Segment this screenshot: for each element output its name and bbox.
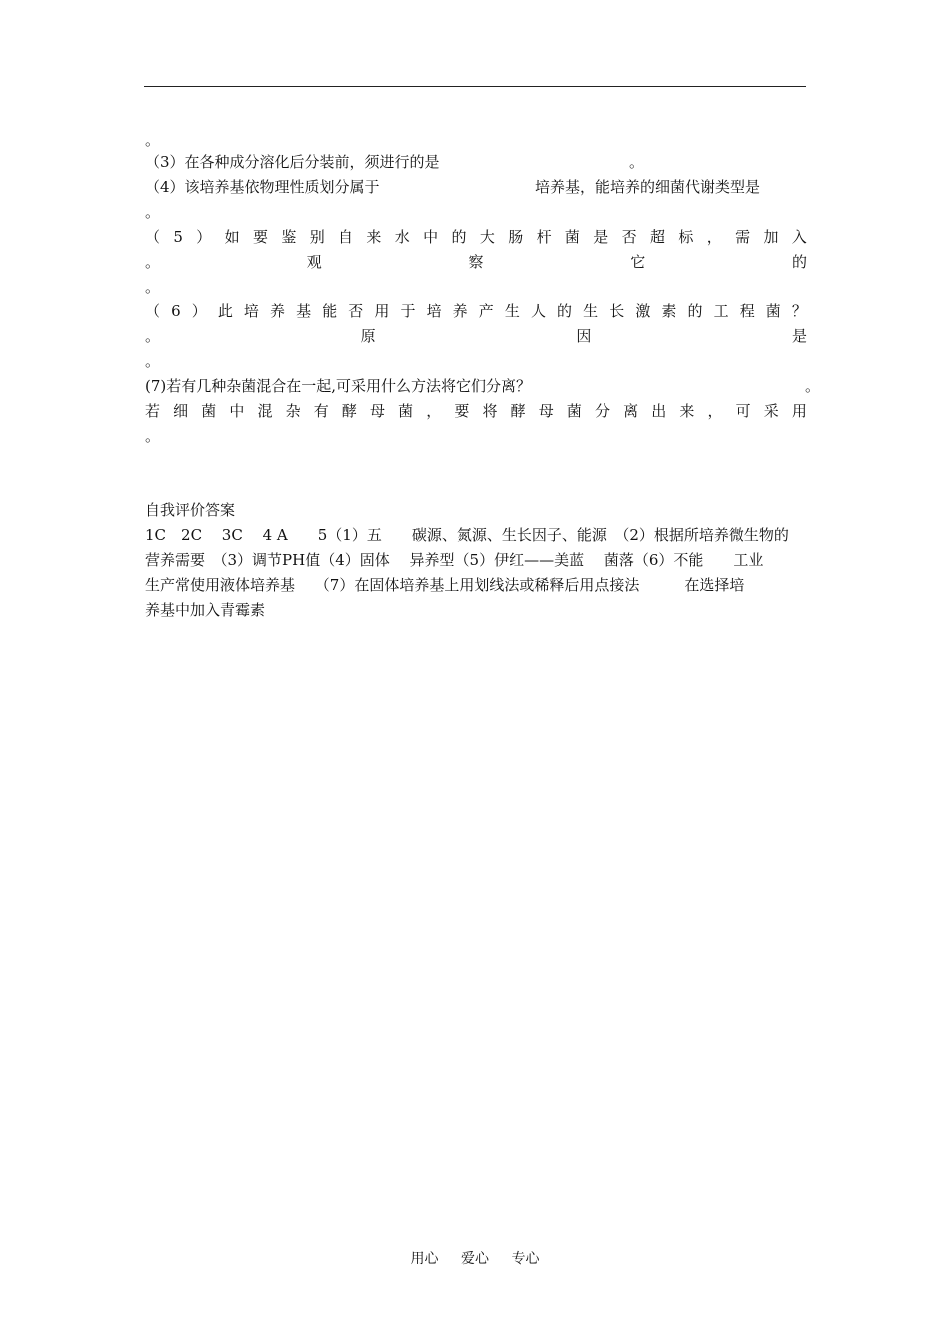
- q7b-char: 中: [229, 402, 245, 420]
- q6-char: 程: [739, 302, 755, 320]
- q6-end: 。: [145, 352, 161, 370]
- q5-char: 菌: [564, 228, 580, 246]
- q5-char: 否: [621, 228, 637, 246]
- q5-char: 加: [763, 228, 779, 246]
- question-7: [145, 374, 821, 398]
- q5-char: ，: [706, 228, 722, 246]
- answers-text-2: 营养需要 （3）调节PH值（4）固体 异养型（5）伊红——美蓝 菌落（6）不能 工业: [145, 551, 764, 569]
- q5-char: 5: [173, 228, 183, 246]
- q6-char: 工: [713, 302, 729, 320]
- q4-end: 。: [145, 203, 161, 221]
- q7b-char: 可: [735, 402, 751, 420]
- question-5-line2: [145, 250, 807, 274]
- q5-char: ）: [196, 228, 212, 246]
- q5-char: 大: [479, 228, 495, 246]
- answers-text-3: 生产常使用液体培养基 （7）在固体培养基上用划线法或稀释后用点接法 在选择培: [145, 576, 745, 594]
- q7b-end: 。: [145, 427, 161, 445]
- q7b-char: 要: [454, 402, 470, 420]
- q6-char: 6: [171, 302, 181, 320]
- q7-text: (7)若有几种杂菌混合在一起,可采用什么方法将它们分离？: [145, 377, 532, 395]
- q6-char: 产: [478, 302, 494, 320]
- q6-char: （: [145, 302, 161, 320]
- q7b-char: 有: [313, 402, 329, 420]
- q6-char: 基: [296, 302, 312, 320]
- answers-text-4: 养基中加入青霉素: [145, 601, 266, 619]
- q7b-char: 杂: [285, 402, 301, 420]
- q5-char: 入: [791, 228, 807, 246]
- q6-line2-char: 原: [360, 327, 376, 345]
- q5-char: 肠: [508, 228, 524, 246]
- q5-end: 。: [145, 278, 161, 296]
- q7b-char: 菌: [398, 402, 414, 420]
- q7b-char: 来: [679, 402, 695, 420]
- q6-char: ）: [191, 302, 207, 320]
- q5-line2-char: 察: [468, 253, 484, 271]
- question-6-line2: [145, 324, 807, 348]
- q7b-char: 离: [623, 402, 639, 420]
- q7b-char: 母: [370, 402, 386, 420]
- q7b-char: 若: [145, 402, 161, 420]
- q7b-char: 分: [595, 402, 611, 420]
- q7b-char: 酵: [341, 402, 357, 420]
- q6-char: 素: [661, 302, 677, 320]
- q6-char: 的: [557, 302, 573, 320]
- q7b-char: 细: [173, 402, 189, 420]
- answers-line-1: [145, 523, 807, 547]
- answers-line-2: [145, 548, 807, 572]
- q5-char: 杆: [536, 228, 552, 246]
- answers-text-1: 1C 2C 3C 4 A 5（1）五 碳源、氮源、生长因子、能源 （2）根据所培养微生物的: [145, 526, 789, 544]
- q7b-char: 菌: [566, 402, 582, 420]
- q6-char: 培: [243, 302, 259, 320]
- q6-char: 培: [426, 302, 442, 320]
- answers-title: [145, 498, 807, 522]
- period-mark: 。: [145, 131, 161, 149]
- q6-char: 能: [322, 302, 338, 320]
- question-7b-end: [145, 424, 807, 448]
- q7b-char: ，: [426, 402, 442, 420]
- q6-char: 养: [452, 302, 468, 320]
- q5-char: 要: [252, 228, 268, 246]
- q6-char: 菌: [765, 302, 781, 320]
- q5-char: 标: [678, 228, 694, 246]
- q5-char: 别: [309, 228, 325, 246]
- page-footer: [0, 1248, 950, 1268]
- q7-end: 。: [805, 377, 821, 395]
- q6-char: 长: [609, 302, 625, 320]
- question-4-end: [145, 200, 807, 224]
- q5-char: 来: [366, 228, 382, 246]
- q7b-char: 菌: [201, 402, 217, 420]
- question-4: [145, 175, 807, 199]
- q5-char: 水: [394, 228, 410, 246]
- answers-heading: 自我评价答案: [145, 501, 236, 519]
- q7b-char: 母: [538, 402, 554, 420]
- q7b-char: 酵: [510, 402, 526, 420]
- answers-line-3: [145, 573, 807, 597]
- question-5: [145, 225, 807, 249]
- q7b-char: 出: [651, 402, 667, 420]
- question-6: [145, 299, 807, 323]
- q7b-char: 将: [482, 402, 498, 420]
- q5-char: （: [145, 228, 161, 246]
- q5-line2-char: 的: [791, 253, 807, 271]
- q5-line2-char: 。: [145, 253, 161, 271]
- q5-char: 的: [451, 228, 467, 246]
- q5-char: 需: [735, 228, 751, 246]
- q3-end: 。: [629, 153, 645, 171]
- question-7b: [145, 399, 807, 423]
- q4-mid-text: 培养基，能培养的细菌代谢类型是: [535, 178, 761, 196]
- question-3: [145, 150, 807, 174]
- footer-text: 用心 爱心 专心: [410, 1251, 540, 1267]
- q5-char: 中: [423, 228, 439, 246]
- header-rule: [144, 86, 806, 87]
- q6-line2-char: 。: [145, 327, 161, 345]
- question-6-end: [145, 349, 807, 373]
- q6-char: 养: [270, 302, 286, 320]
- q7b-char: 采: [763, 402, 779, 420]
- question-period-line: [145, 128, 807, 152]
- q6-line2-char: 是: [791, 327, 807, 345]
- q5-char: 鉴: [281, 228, 297, 246]
- q6-char: 激: [635, 302, 651, 320]
- q4-text: （4）该培养基依物理性质划分属于: [145, 178, 380, 196]
- q7b-char: 混: [257, 402, 273, 420]
- q5-char: 如: [224, 228, 240, 246]
- q6-char: 生: [504, 302, 520, 320]
- q3-text: （3）在各种成分溶化后分装前，须进行的是: [145, 153, 440, 171]
- q6-line2-char: 因: [576, 327, 592, 345]
- answers-line-4: [145, 598, 807, 622]
- q5-char: 是: [593, 228, 609, 246]
- q6-char: 否: [348, 302, 364, 320]
- q6-char: ？: [791, 302, 807, 320]
- q5-char: 超: [650, 228, 666, 246]
- q6-char: 生: [583, 302, 599, 320]
- q6-char: 的: [687, 302, 703, 320]
- q5-line2-char: 观: [306, 253, 322, 271]
- q7b-char: 用: [791, 402, 807, 420]
- q5-char: 自: [338, 228, 354, 246]
- question-5-end: [145, 275, 807, 299]
- q6-char: 于: [400, 302, 416, 320]
- q6-char: 此: [217, 302, 233, 320]
- q5-line2-char: 它: [630, 253, 646, 271]
- q6-char: 人: [530, 302, 546, 320]
- q7b-char: ，: [707, 402, 723, 420]
- q6-char: 用: [374, 302, 390, 320]
